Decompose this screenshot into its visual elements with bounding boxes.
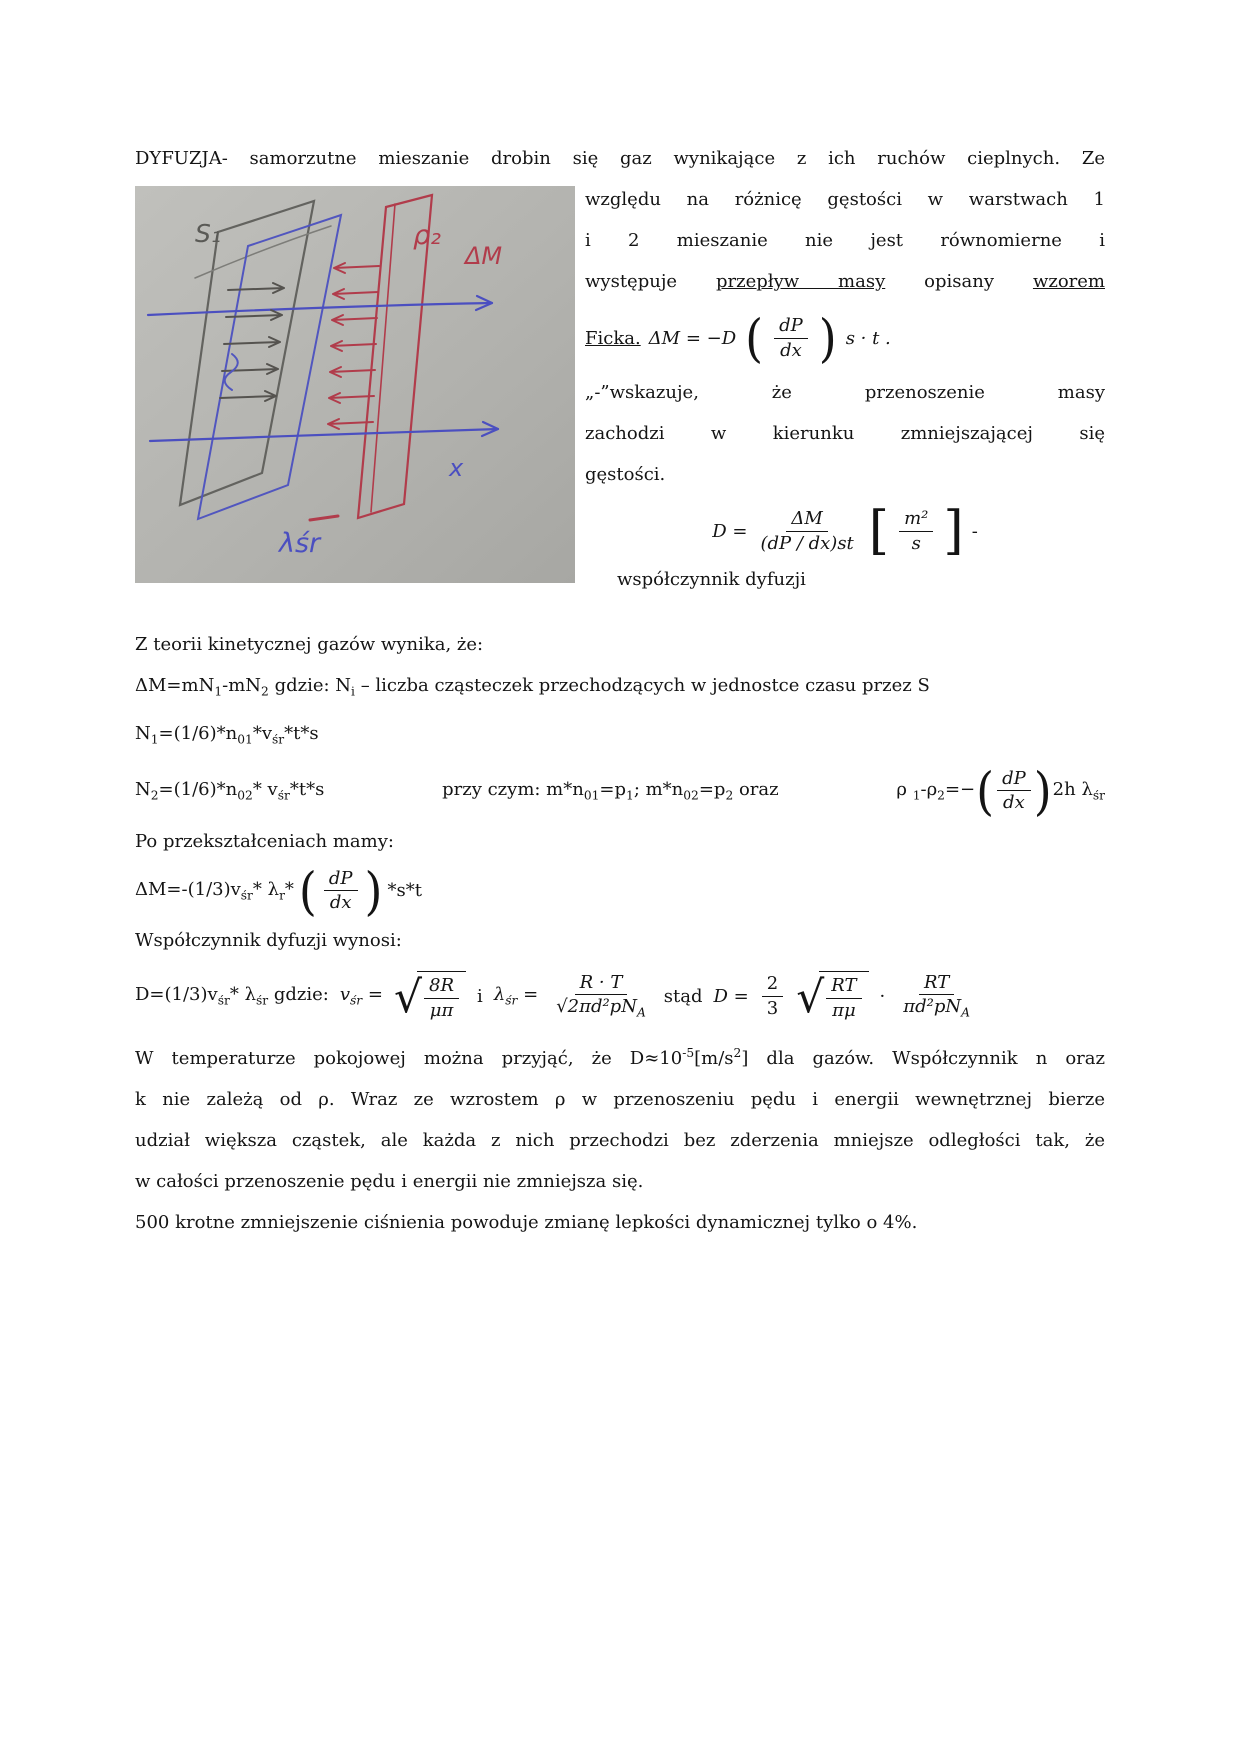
lambda-fraction: $\frac{R \cdot T}{√2\pi d^2pN_A}$ <box>556 971 646 1020</box>
d-def: $D=(1/3)v_{śr}*$ $\lambda_{śr}$ gdzie: <box>135 984 329 1008</box>
paragraph-500x-pressure: 500 krotne zmniejszenie ciśnienia powoduje zmianę lepkości dynamicznej tylko o 4%. <box>135 1212 918 1234</box>
dm-fraction: $\frac{dP}{dx}$ <box>324 868 358 914</box>
sqrt-8r: √ $\frac{8R}{\mu\pi}$ <box>394 971 466 1021</box>
rho-lhs: ρ $_1-\rho_2=-$ <box>896 778 976 803</box>
formula-n2-row <box>135 760 1105 821</box>
hand-drawn-diffusion-diagram <box>135 186 575 583</box>
fick-fraction: $\frac{dP}{dx}$ <box>774 315 808 361</box>
d-lhs: D = <box>712 520 748 542</box>
rt-over-pd-fraction: $\frac{RT}{\pi d^2pN_A}$ <box>903 971 970 1020</box>
d-tail: - <box>971 520 978 542</box>
two-thirds-fraction: $\frac{2}{3}$ <box>762 973 783 1019</box>
fick-rhs: s · t . <box>845 327 891 349</box>
paragraph-wspolczynnik: Współczynnik dyfuzji wynosi: <box>135 929 402 951</box>
diffusion-figure <box>135 186 575 583</box>
quote-line-1: „-”wskazuje, że przenoszenie masy <box>585 382 1105 404</box>
rho-fraction: $\frac{dP}{dx}$ <box>997 768 1031 814</box>
conjunction-i: i <box>477 985 483 1007</box>
fick-formula: Ficka. ΔM = −D ( $\frac{dP}{dx}$ ) s · t . <box>585 307 891 369</box>
formula-n2: $N_2=(1/6)*n_{02}*$ $v_{śr}*t*s$ <box>135 778 325 803</box>
cdot-symbol: · <box>879 985 886 1007</box>
formula-delta-m-transformed: $\Delta M=-(1/3)v_{śr}*$ $\lambda_r*$ ( $\frac{dP}{dx}$ ) *s*t <box>135 860 422 922</box>
sqrt-8r-fraction: $\frac{8R}{\mu\pi}$ <box>424 975 459 1021</box>
paragraph-room-temp-line-3: udział większa cząstek, ale każda z nich przechodzi bez zderzenia mniejsze odległości tak, że <box>135 1130 1105 1152</box>
paragraph-room-temp-line-2: k nie zależą od ρ. Wraz ze wzrostem ρ w przenoszeniu pędu i energii wewnętrznej bierze <box>135 1089 1105 1111</box>
dm-rhs: *s*t <box>387 880 422 902</box>
formula-przy-czym: przy czym: $m*n_{01}=p_1$; $m*n_{02}=p_2$ oraz <box>442 778 779 803</box>
body-section <box>135 600 1105 1243</box>
unit-fraction: $\frac{\text{m²}}{s}$ <box>899 508 933 554</box>
intro-right-line-1: względu na różnicę gęstości w warstwach 1 <box>585 189 1105 210</box>
fick-lhs: ΔM = −D <box>648 327 737 349</box>
ficka-label: Ficka. <box>585 327 641 349</box>
sqrt-rt: √ $\frac{RT}{\pi\mu}$ <box>796 971 868 1021</box>
label-lambda-sr: λśr <box>279 528 321 559</box>
formula-rho-difference: ρ $_1-\rho_2=-$ ( $\frac{dP}{dx}$ ) 2h $\lambda_{śr}$ <box>896 760 1105 821</box>
diffusion-coefficient-formula: D = $\frac{\Delta M}{(dP / dx)st}$ [ $\frac{\text{m²}}{s}$ ] - <box>712 501 978 562</box>
label-x-axis: x <box>449 454 464 482</box>
paragraph-kinetic-theory: Z teorii kinetycznej gazów wynika, że: <box>135 634 484 656</box>
dm-lhs: $\Delta M=-(1/3)v_{śr}*$ $\lambda_r*$ <box>135 879 294 903</box>
rho-rhs: 2h $\lambda_{śr}$ <box>1052 778 1105 803</box>
intro-line-1: DYFUZJA- samorzutne mieszanie drobin się gaz wynikające z ich ruchów cieplnych. Ze <box>135 148 1105 169</box>
text-stad: stąd <box>663 985 703 1007</box>
quote-line-2: zachodzi w kierunku zmniejszającej się <box>585 423 1105 445</box>
intro-right-column <box>585 179 1105 600</box>
lambda-lhs: $\lambda_{śr}$ = <box>493 984 539 1008</box>
paragraph-room-temp-line-1: W temperaturze pokojowej można przyjąć, że $D\approx 10^{-5}[m/s^2]$ dla gazów. Współczynnik n oraz <box>135 1046 1106 1070</box>
intro-block <box>135 179 1105 600</box>
label-delta-m: ΔM <box>465 242 503 270</box>
sqrt-rt-fraction: $\frac{RT}{\pi\mu}$ <box>826 975 861 1021</box>
label-s1: S₁ <box>195 219 221 248</box>
label-rho2: ρ₂ <box>413 220 441 251</box>
formula-d-coefficient-row <box>135 971 1105 1024</box>
d-final-lhs: D = <box>713 985 749 1007</box>
underlined-wzorem: wzorem <box>1032 271 1105 292</box>
v-sr-lhs: $v_{śr}$ = <box>339 984 383 1008</box>
paragraph-po-przeksztalceniach: Po przekształceniach mamy: <box>135 830 394 852</box>
text-wystepuje: występuje <box>585 271 678 292</box>
intro-right-line-2: i 2 mieszanie nie jest równomierne i <box>585 230 1105 251</box>
underlined-przeplyw-masy: przepływ masy <box>715 271 886 292</box>
paragraph-room-temp-line-4: w całości przenoszenie pędu i energii nie zmniejsza się. <box>135 1171 644 1193</box>
formula-delta-m-definition: $\Delta M=mN_1-mN_2$ gdzie: $N_i$ – liczba cząsteczek przechodzących w jednostce czasu przez S <box>135 675 930 699</box>
text-opisany: opisany <box>924 271 995 292</box>
formula-caption: współczynnik dyfuzji <box>617 569 806 591</box>
d-fraction: $\frac{\Delta M}{(dP / dx)st}$ <box>760 508 854 554</box>
quote-line-3: gęstości. <box>585 464 666 486</box>
formula-n1: $N_1=(1/6)*n_{01}*v_{śr}*t*s$ <box>135 722 319 747</box>
intro-right-line-3 <box>585 261 1105 302</box>
